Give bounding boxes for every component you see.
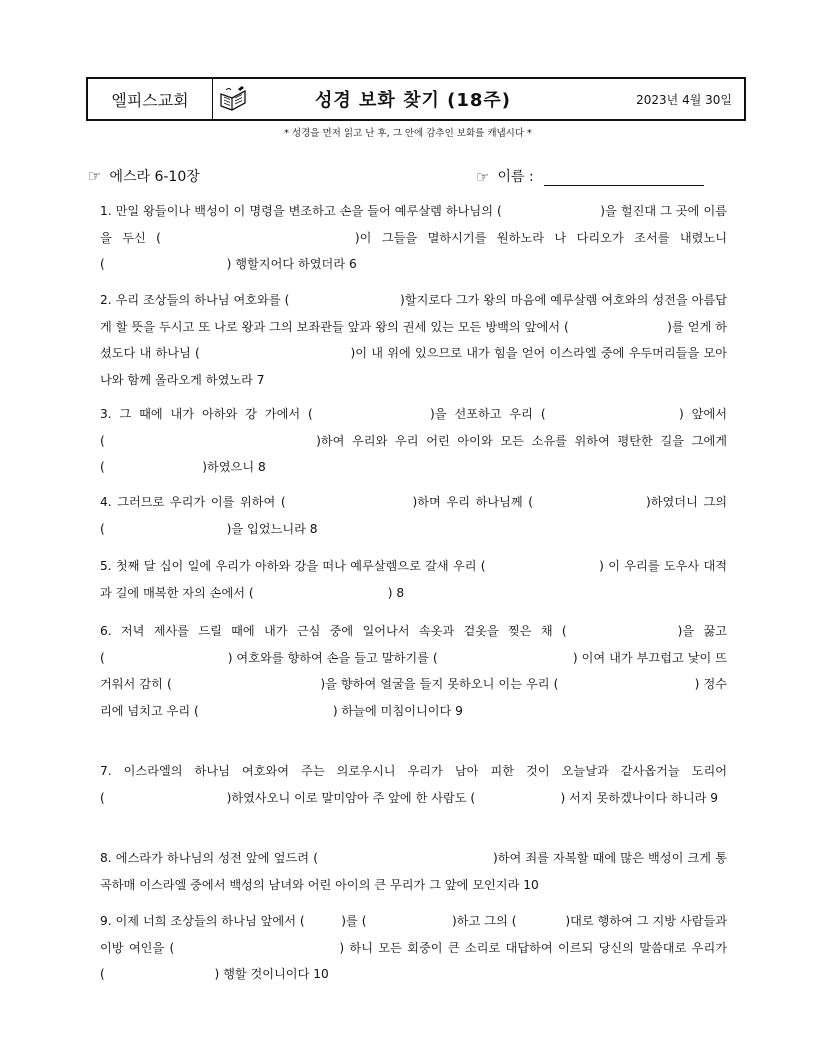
pointing-hand-icon: ☞ bbox=[476, 168, 490, 186]
open-bible-icon bbox=[218, 85, 248, 113]
name-field-area bbox=[476, 166, 704, 186]
question-6: 6. 저녁 제사를 드릴 때에 내가 근심 중에 일어나서 속옷과 겉옷을 찢은 채 ( )을 꿇고 ( ) 여호와를 향하여 손을 들고 말하기를 ( ) 이여 내가 부끄럽고 낯이 뜨거워서 감히 ( )을 향하여 얼굴을 들지 못하오니 이는 우리 ( ) 정수리에 넘치고 우리 ( ) 하늘에 미침이니이다 9 bbox=[100, 624, 727, 718]
pointing-hand-icon: ☞ bbox=[88, 167, 102, 185]
instruction-text: * 성경을 먼저 읽고 난 후, 그 안에 감추인 보화를 캐냅시다 * bbox=[284, 128, 532, 139]
name-label: 이름 : bbox=[497, 169, 534, 185]
page-title: 성경 보화 찾기 (18주) bbox=[314, 90, 512, 111]
question-9: 9. 이제 너희 조상들의 하나님 앞에서 ( )를 ( )하고 그의 ( )대로 행하여 그 지방 사람들과 이방 여인을 ( ) 하니 모든 회중이 큰 소리로 대답하여 이르되 당신의 말씀대로 우리가 ( ) 행할 것이니이다 10 bbox=[100, 914, 727, 981]
worksheet-date: 2023년 4월 30일 bbox=[636, 92, 732, 107]
question-2: 2. 우리 조상들의 하나님 여호와를 ( )할지로다 그가 왕의 마음에 예루살렘 여호와의 성전을 아름답게 할 뜻을 두시고 또 나로 왕과 그의 보좌관들 앞과 왕의 권세 있는 모든 방백의 앞에서 ( )를 얻게 하셨도다 내 하나님 ( )이 내 위에 있으므로 내가 힘을 얻어 이스라엘 중에 우두머리들을 모아 나와 함께 올라오게 하였노라 7 bbox=[100, 293, 727, 387]
church-name: 엘피스교회 bbox=[88, 79, 213, 119]
header-box bbox=[86, 77, 746, 121]
question-7: 7. 이스라엘의 하나님 여호와여 주는 의로우시니 우리가 남아 피한 것이 오늘날과 같사옵거늘 도리어 ( )하였사오니 이로 말미암아 주 앞에 한 사람도 ( ) 서지 못하겠나이다 하니라 9 bbox=[100, 764, 727, 805]
question-5: 5. 첫째 달 십이 일에 우리가 아하와 강을 떠나 예루살렘으로 갈새 우리 ( ) 이 우리를 도우사 대적과 길에 매복한 자의 손에서 ( ) 8 bbox=[100, 559, 727, 600]
book-label: 에스라 6-10장 bbox=[109, 169, 200, 185]
question-3: 3. 그 때에 내가 아하와 강 가에서 ( )을 선포하고 우리 ( ) 앞에서 ( )하여 우리와 우리 어린 아이와 모든 소유를 위하여 평탄한 길을 그에게 ( )하였으니 8 bbox=[100, 407, 727, 474]
question-4: 4. 그러므로 우리가 이를 위하여 ( )하며 우리 하나님께 ( )하였더니 그의 ( )을 입었느니라 8 bbox=[100, 495, 727, 536]
book-reference bbox=[88, 166, 200, 186]
question-1: 1. 만일 왕들이나 백성이 이 명령을 변조하고 손을 들어 예루살렘 하나님의 ( )을 헐진대 그 곳에 이름을 두신 ( )이 그들을 멸하시기를 원하노라 나 다리오가 조서를 내렸노니 ( ) 행할지어다 하였더라 6 bbox=[100, 204, 727, 271]
name-blank-line[interactable] bbox=[544, 171, 704, 186]
question-8: 8. 에스라가 하나님의 성전 앞에 엎드려 ( )하여 죄를 자복할 때에 많은 백성이 크게 통곡하매 이스라엘 중에서 백성의 남녀와 어린 아이의 큰 무리가 그 앞에 모인지라 10 bbox=[100, 851, 727, 892]
